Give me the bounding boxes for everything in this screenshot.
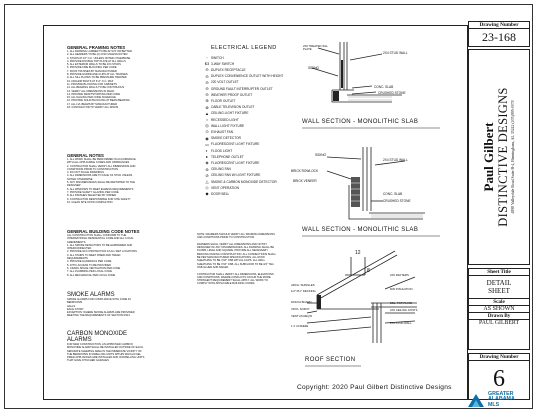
legend-symbol-icon: ◦ (206, 55, 208, 60)
general-notes-body: 1. ALL WORK SHALL BE PERFORMED IN ACCORDANCE WITH ALL APPLICABLE CODES AND ORDINANCES 2. CONTRACTOR SHALL VERIFY ALL DIMENSIONS AND CONDITIONS PRIOR TO CONSTRUCTION 3. DO NOT SCALE DRAWINGS 4. ALL DIMENSIONS ARE TO FACE OF STUD UNLESS NOTED OTHERWISE 5. ANY DISCREPANCIES SHALL BE REPORTED TO THE DESIGNER 6. ALL WINDOWS TO MEET EGRESS REQUIREMENTS 7. PROVIDE SAFETY GLAZING PER CODE 8. ALL FINISHES SELECTED BY OWNER 9. CONTRACTOR RESPONSIBLE FOR SITE SAFETY 10. CLEAN SITE UPON COMPLETION (67, 158, 136, 204)
legend-item (203, 123, 244, 128)
legend-symbol-icon: △ (205, 179, 209, 184)
legend-item-label: CABLE TELEVISION OUTLET (211, 105, 255, 110)
legend-item (203, 142, 259, 147)
scale-value: AS SHOWN (469, 306, 529, 313)
drawing-number: 23-168 (482, 30, 516, 44)
drawing-number-box (468, 21, 530, 47)
watermark-line-2: ALABAMA (488, 396, 515, 403)
legend-item (203, 80, 239, 85)
s1-siding-label: SIDING (308, 66, 319, 70)
building-code-title: GENERAL BUILDING CODE NOTES (67, 229, 140, 234)
framing-notes (67, 45, 142, 109)
watermark-line-1: GREATER (488, 390, 514, 397)
legend-symbol-icon: ◉ (205, 135, 209, 141)
general-notes (67, 153, 142, 204)
roof-deck-label: 1/2" PLY. DECKING (291, 289, 316, 293)
legend-item (203, 160, 259, 165)
legend-symbol-icon: ⊛ (205, 166, 209, 172)
legend-item (203, 98, 235, 103)
legend-item-label: GROUND FAULT INTERRUPTER OUTLET (211, 86, 273, 91)
roof-fascia-label: FASCIA BOARD (291, 300, 312, 304)
roof-vent-label: VENT AS REQ'D (291, 314, 313, 318)
sheet-number-label: Drawing Number (469, 354, 529, 361)
title-block (468, 22, 530, 398)
middle-notes (197, 233, 279, 286)
roof-insul-label: R30 INSULATION (390, 287, 413, 291)
copyright: Copyright: 2020 Paul Gilbert Distinctive Designs (297, 384, 452, 391)
legend-symbol-icon: ⊕ (205, 98, 209, 104)
sheet-title-label: Sheet Title (469, 269, 529, 276)
legend-item-label: 220 VOLT OUTLET (211, 80, 239, 85)
building-code-body: ALL CONSTRUCTION SHALL CONFORM TO THE INTERNATIONAL RESIDENTIAL CODE AND ALL LOCAL AMENDMENTS 1. ALL SMOKE DETECTORS TO BE HARDWIRED AND INTERCONNECTED 2. PROVIDE GFCI PROTECTION AT ALL WET LOCATIONS 3. ALL STAIRS TO MEET RISER AND TREAD REQUIREMENTS 4. PROVIDE HANDRAILS PER CODE 5. ATTIC ACCESS TO BE PROVIDED 6. CRAWL SPACE VENTILATION PER CODE 7. ALL PLUMBING PER LOCAL CODE 8. ALL MECHANICAL PER LOCAL CODE (67, 234, 137, 277)
legend-item (203, 136, 241, 141)
legend-item-label: FLOOD LIGHT (211, 148, 233, 153)
legend-item-label: SMOKE DETECTOR (211, 136, 241, 141)
s2-stud-label: 2X4 STUD WALL (383, 158, 408, 162)
legend-item (203, 154, 244, 159)
watermark-line-3: MLS (488, 401, 500, 408)
legend-symbol-icon: ◐ (205, 148, 209, 153)
roof-plate-label: DBL. TOP PLATE (390, 301, 413, 305)
legend-item (203, 74, 283, 79)
wall-section-1-caption: WALL SECTION - MONOLITHIC SLAB (302, 119, 419, 125)
drawn-by-label: Drawn By (469, 313, 529, 320)
legend-item-label: DOOR BELL (211, 191, 230, 196)
legend-symbol-icon: ⊖ (205, 86, 209, 91)
legend-item (203, 129, 233, 134)
firm-address: 4898 Valleydale Road Suite B-4, Birmingham, AL 35242 (205)995-0070 (511, 100, 515, 214)
designer-name: Paul Gilbert (481, 122, 496, 192)
legend-item-label: SMOKE & CARBON MONOXIDE DETECTOR (211, 179, 277, 184)
roof-pitch-run: 8 (367, 268, 370, 274)
legend-item (203, 191, 229, 196)
legend-item (203, 148, 232, 153)
firm-box (468, 49, 530, 265)
legend-symbol-icon: ○ (205, 117, 209, 122)
roof-wall-label: 2X4 STUD WALL (390, 321, 412, 325)
legend-item-label: DUPLEX CONVENIENCE OUTLET WITH HEIGHT (211, 74, 284, 79)
s2-siding-label: SIDING (315, 153, 326, 157)
legend-item-label: 3-WAY SWITCH (211, 61, 235, 66)
legend-item (203, 55, 224, 60)
legend-item-label: CEILING LIGHT FIXTURE (211, 111, 249, 116)
mls-watermark (466, 391, 515, 409)
s2-stone-label: CRUSHED STONE (383, 199, 411, 203)
s1-slab-label: CONC. SLAB (374, 85, 394, 89)
legend-item-label: WEATHER PROOF OUTLET (211, 92, 253, 97)
legend-item-label: SWITCH (211, 55, 224, 60)
legend-item (203, 173, 260, 178)
legend-symbol-icon: $3 (204, 61, 210, 67)
legend-item (203, 92, 252, 97)
s2-veneer-label: BRICK VENEER (293, 179, 317, 183)
mls-logo-icon (466, 391, 486, 409)
building-code-notes (67, 229, 142, 277)
legend-symbol-icon: ⊖ (205, 92, 209, 98)
framing-notes-title: GENERAL FRAMING NOTES (67, 45, 126, 50)
drawing-number-label: Drawing Number (469, 22, 529, 29)
roof-rafters-label: 2X6 RAFTERS (390, 273, 409, 277)
legend-item-label: FLUORESCENT LIGHT FIXTURE (211, 142, 260, 147)
smoke-alarms-body: SMOKE ALARMS FOR COMPLIANCE WITH CODE IN: BEDROOMS HALLS EACH STORY EXCEPTION: WHERE SMOKE ALARMS ARE PROVIDED MEETING THE REQUIREMENTS OF SECTION R314 (67, 298, 135, 318)
sheet-info-box (468, 268, 530, 350)
roof-section-drawing (305, 247, 435, 347)
legend-symbol-icon: ▲ (205, 110, 209, 116)
co-alarms-title: CARBON MONOXIDE ALARMS (67, 331, 128, 343)
roof-shingles-label: ARCH. SHINGLES (291, 283, 315, 287)
legend-item (203, 86, 273, 91)
sheet-number: 6 (493, 366, 505, 392)
legend-item (203, 179, 277, 184)
legend-title: ELECTRICAL LEGEND (211, 45, 277, 51)
legend-item-label: FLOOR OUTLET (211, 98, 236, 103)
roof-soffit-label: VINYL SOFFIT (291, 307, 310, 311)
legend-item-label: WALL LIGHT FIXTURE (211, 123, 245, 128)
electrical-legend (203, 45, 283, 205)
s2-slab-label: CONC. SLAB (383, 192, 403, 196)
legend-symbol-icon: ◆ (205, 191, 209, 197)
legend-item-label: VENT OPERATION (211, 185, 239, 190)
legend-item (203, 105, 255, 110)
legend-item-label: TELEPHONE OUTLET (211, 154, 244, 159)
legend-symbol-icon: ⊖ (205, 73, 209, 79)
drawing-sheet (4, 4, 533, 409)
s1-sill-label: 2X6 TREATED SILL PLATE (303, 44, 328, 52)
firm-vertical-text (482, 54, 516, 260)
co-alarms-body: FOR NEW CONSTRUCTION, AN APPROVED CARBON MONOXIDE ALARM SHALL BE INSTALLED OUTSIDE OF EACH SEPARATE SLEEPING AREA IN THE IMMEDIATE VICINITY OF THE BEDROOMS IN DWELLING UNITS WITHIN WHICH FUEL FIRED APPLIANCES ARE INSTALLED AND IN DWELLING UNITS THAT HAVE ATTACHED GARAGES (67, 343, 145, 363)
middle-notes-body: NOTE: FRAMERS SHOULD VERIFY ALL FRAMING DIMENSIONS AND CONDITIONS PRIOR TO CONSTRUCTION FRAMERS SHALL VERIFY ALL DIMENSIONS AND NOTIFY DESIGNER OF ANY DISCREPANCIES. ALL FRAMING SHALL BE PLUMB, LEVEL AND SQUARE. PROVIDE ALL NECESSARY BRACING DURING CONSTRUCTION. ALL CONNECTIONS SHALL BE PER MANUFACTURER SPECIFICATIONS. ALL ROOF SHEATHING TO BE 7/16" OSB WITH H-CLIPS. ALL WALL SHEATHING TO BE 7/16" OSB. ALL SUBFLOOR TO BE 3/4" T&G OSB GLUED AND NAILED. CONTRACTOR SHALL VERIFY ALL DIMENSIONS, ELEVATIONS AND CONDITIONS. WHERE CONFLICTS OCCUR THE MORE STRINGENT REQUIREMENT SHALL APPLY. ALL WORK TO COMPLY WITH APPLICABLE BUILDING CODES. (197, 233, 276, 286)
roof-frieze-label: 1 X 4 FRIEZE (291, 324, 309, 328)
caption-2-underline (302, 235, 442, 238)
legend-symbol-icon: ▭ (205, 141, 209, 147)
caption-1-underline (302, 127, 442, 130)
legend-item (203, 61, 234, 66)
legend-item-label: RECESSED LIGHT (211, 117, 239, 122)
legend-item-label: CEILING FAN W/ LIGHT FIXTURE (211, 173, 261, 178)
s1-stone-label: CRUSHED STONE (378, 91, 406, 95)
s1-stud-label: 2X4 STUD WALL (383, 51, 408, 55)
sheet-title-2: SHEET (469, 287, 529, 299)
legend-item-label: CEILING FAN (211, 167, 231, 172)
legend-item (203, 111, 249, 116)
legend-symbol-icon: ⊗ (205, 104, 209, 110)
roof-section-caption: ROOF SECTION (305, 357, 356, 363)
firm-name: DISTINCTIVE DESIGNS (496, 87, 510, 227)
s2-rowlock-label: BRICK ROWLOCK (291, 169, 319, 173)
co-alarms (67, 331, 147, 363)
general-notes-title: GENERAL NOTES (67, 153, 104, 158)
legend-symbol-icon: ⊖ (205, 79, 209, 85)
legend-item-label: DUPLEX RECEPTACLE (211, 67, 246, 72)
legend-symbol-icon: ▸ (205, 154, 208, 160)
drawn-by-value: PAUL GILBERT (479, 320, 519, 326)
legend-symbol-icon: ◎ (205, 123, 209, 129)
roof-joists-label: 2X6 CEILING JOISTS (390, 308, 418, 312)
sheet-title-1: DETAIL (486, 279, 512, 287)
legend-symbol-icon: ◇ (205, 185, 209, 191)
legend-item (203, 117, 239, 122)
scale-label: Scale (469, 299, 529, 306)
legend-symbol-icon: ◈ (205, 160, 209, 166)
smoke-alarms (67, 292, 147, 318)
legend-item (203, 185, 239, 190)
roof-pitch-rise: 12 (355, 250, 361, 256)
wall-section-2-caption: WALL SECTION - MONOLITHIC SLAB (302, 227, 419, 233)
framing-notes-body: 1. ALL FRAMING LUMBER TO BE #2 SYP OR BETTER 2. ALL HEADERS TO BE (2) 2X10 UNLESS NOTED 3. STUDS AT 16" O.C. UNLESS NOTED OTHERWISE 4. PROVIDE DOUBLE TOP PLATE AT ALL WALLS 5. ALL EXTERIOR WALLS TO BE 2X4 STUDS 6. PROVIDE FIRE BLOCKING PER CODE 7. ROOF TRUSSES BY MANUFACTURER 8. PROVIDE HURRICANE CLIPS AT ALL TRUSSES 9. ALL SILL PLATES TO BE PRESSURE TREATED 10. ANCHOR BOLTS AT 6'-0" O.C. MAX 11. PROVIDE BLOCKING FOR CABINETS 12. ALL BEARING WALLS TO BE CONTINUOUS 13. VERIFY ALL DIMENSIONS IN FIELD 14. PROVIDE DRAFTSTOPPING PER CODE 15. ALL NAILING PER CODE SCHEDULE 16. PROVIDE SOLID BLOCKING AT BEAM BEARING 17. ALL LVL BEAMS BY MANUFACTURER 18. CONTRACTOR TO VERIFY ALL SPANS (67, 50, 132, 110)
roof-caption-underline (305, 365, 365, 368)
legend-item-label: FLUORESCENT LIGHT FIXTURE (211, 160, 260, 165)
smoke-alarms-title: SMOKE ALARMS (67, 292, 115, 298)
legend-item-label: EXHAUST FAN (211, 129, 234, 134)
legend-item (203, 67, 246, 72)
legend-symbol-icon: ⊖ (205, 67, 209, 73)
legend-symbol-icon: ⊙ (205, 129, 209, 135)
legend-item (203, 167, 231, 172)
legend-symbol-icon: ⊘ (205, 172, 209, 178)
